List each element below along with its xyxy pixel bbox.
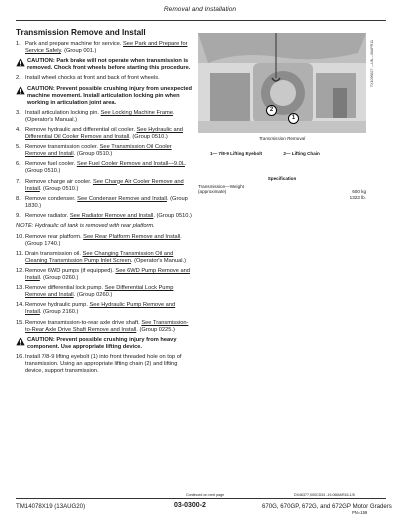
step-item — [16, 234, 192, 248]
step-item — [16, 196, 192, 210]
step-text — [25, 251, 192, 265]
warning-triangle-icon — [16, 86, 25, 95]
step-text-part: Remove transmission cooler. — [25, 144, 100, 151]
procedure-column — [16, 28, 192, 378]
caution-block — [16, 86, 192, 107]
callout-2: 2 — [266, 105, 277, 116]
step-item — [16, 144, 192, 158]
step-item — [16, 75, 192, 82]
step-text-part: Drain transmission oil. — [25, 250, 83, 257]
cross-reference-link[interactable]: See Transmission-to-Rear Axle Drive Shaft Remove and Install — [25, 319, 189, 333]
step-text — [25, 285, 192, 299]
step-text-part: Remove differential lock pump. — [25, 285, 105, 292]
step-text — [25, 179, 192, 193]
step-text — [25, 234, 192, 248]
step-number: 14. — [16, 302, 24, 309]
model-list: 670G, 670GP, 672G, and 672GP Motor Graders — [262, 503, 392, 510]
section-header: Removal and Installation — [163, 6, 237, 13]
spec-title: Specification — [267, 176, 297, 181]
transmission-photo-illustration — [198, 33, 366, 133]
manual-id: TM14078X19 (13AUG20) — [16, 503, 86, 510]
step-text-part: Remove charge air cooler. — [25, 178, 93, 185]
step-number: 1. — [16, 41, 21, 47]
cross-reference-link[interactable]: See 6WD Pump Remove and Install — [25, 268, 191, 281]
step-item — [16, 268, 192, 282]
step-number: 8. — [16, 195, 21, 202]
step-number: 13. — [16, 285, 24, 292]
header-rule — [16, 20, 386, 21]
step-number: 6. — [16, 161, 21, 168]
step-text — [25, 161, 192, 175]
page-number: 03-0300-2 — [174, 502, 206, 509]
caution-block — [16, 58, 192, 72]
cross-reference-link[interactable]: See Differential Lock Pump Remove and Install — [25, 285, 174, 299]
step-text-part: Remove transmission-to-rear axle drive shaft. — [25, 319, 142, 326]
step-text-part: . (Group 001.) — [60, 47, 97, 54]
figure-code: TX1098827 —UN—06APR11 — [370, 40, 374, 88]
step-text-part: . (Group 2160.) — [39, 309, 79, 316]
step-number: 16. — [16, 354, 24, 361]
reference-id: DX46377,000CD34 -19-06MAR16-1/5 — [294, 493, 355, 497]
caution-block — [16, 337, 192, 351]
step-text-part: . (Group 1740.) — [25, 233, 182, 247]
step-text-part: Remove hydraulic pump. — [25, 302, 90, 309]
step-text — [25, 302, 192, 316]
cross-reference-link[interactable]: See Condenser Remove and Install — [77, 195, 167, 202]
step-item — [16, 127, 192, 141]
footer-rule — [16, 498, 386, 499]
step-text — [25, 320, 192, 334]
callout-1: 1 — [288, 113, 299, 124]
step-item — [16, 41, 192, 55]
warning-triangle-icon — [16, 58, 25, 67]
figure-legend — [210, 151, 340, 156]
cross-reference-link[interactable]: See Hydraulic Pump Remove and Install — [25, 302, 176, 316]
step-text — [25, 127, 192, 141]
step-text — [25, 196, 192, 210]
continued-note: Continued on next page — [186, 493, 225, 497]
step-item — [16, 285, 192, 299]
step-text-part: . (Group 1830.) — [25, 195, 188, 209]
step-text-part: . (Group 0510.) — [73, 151, 113, 158]
step-text-part: Install 7/8-9 lifting eyebolt (1) into front threaded hole on top of transmission. Using an appropriate lifting chain (2) and lifting device, support transmission. — [25, 354, 182, 374]
step-text-part: Remove hydraulic and differential oil cooler. — [25, 127, 137, 134]
step-text-part: Install wheel chocks at front and back of front wheels. — [25, 75, 160, 82]
cross-reference-link[interactable]: See Locking Machine Frame — [100, 109, 173, 116]
step-item — [16, 213, 192, 220]
cross-reference-link[interactable]: See Rear Platform Remove and Install — [83, 233, 181, 240]
step-item — [16, 251, 192, 265]
cross-reference-link[interactable]: See Radiator Remove and Install — [69, 213, 154, 220]
step-number: 7. — [16, 178, 21, 185]
cross-reference-link[interactable]: See Changing Transmission Oil and Cleaning Transmission Pump Inlet Screen — [25, 250, 174, 264]
step-number: 3. — [16, 109, 21, 116]
cross-reference-link[interactable]: See Transmission Oil Cooler Remove and Install — [25, 144, 172, 158]
step-item — [16, 179, 192, 193]
step-text-part: Remove fuel cooler. — [25, 161, 77, 168]
caution-text: CAUTION: Prevent possible crushing injury from heavy component. Use appropriate lifting device. — [27, 336, 177, 350]
pn-number: PN=159 — [352, 510, 368, 515]
step-text-part: Park and prepare machine for service. — [25, 41, 123, 47]
spec-value-lb: 1323 lb. — [349, 194, 366, 200]
step-text — [25, 354, 192, 375]
step-item — [16, 302, 192, 316]
note-text: NOTE: Hydraulic oil tank is removed with rear platform. — [16, 223, 155, 230]
step-number: 2. — [16, 75, 21, 82]
step-text-part: . (Operator's Manual.) — [130, 257, 187, 264]
caution-text: CAUTION: Park brake will not operate when transmission is removed. Chock front wheels before starting this procedure. — [27, 58, 191, 72]
step-text — [25, 75, 192, 82]
step-item — [16, 110, 192, 124]
step-text-part: . (Operator's Manual.) — [25, 109, 175, 123]
step-number: 10. — [16, 233, 24, 240]
cross-reference-link[interactable]: See Park and Prepare for Service Safely — [25, 41, 188, 54]
step-number: 12. — [16, 268, 24, 275]
step-text-part: . (Group 0510.) — [25, 161, 187, 175]
step-text-part: . (Group 0260.) — [73, 292, 113, 299]
spec-label-1: Transmission—Weight — [198, 184, 244, 189]
step-text-part: . (Group 0260.) — [39, 274, 79, 281]
step-text-part: Remove 6WD pumps (if equipped). — [25, 268, 116, 275]
step-text-part: . (Group 0510.) — [129, 133, 168, 140]
step-text — [25, 41, 192, 55]
step-text — [25, 213, 192, 220]
step-number: 5. — [16, 144, 21, 151]
spec-label-2: (approximate) — [198, 189, 227, 195]
step-item — [16, 354, 192, 375]
cross-reference-link[interactable]: See Hydraulic and Differential Oil Cooler Remove and Install — [25, 127, 183, 140]
step-text — [25, 268, 192, 282]
legend-item-1: 1— 7/8-9 Lifting Eyebolt — [210, 151, 263, 156]
cross-reference-link[interactable]: See Fuel Cooler Remove and Install—9.0L — [76, 161, 185, 168]
procedure-content — [16, 41, 192, 375]
step-text-part: Remove condenser. — [25, 195, 78, 202]
step-number: 4. — [16, 127, 21, 134]
legend-item-2: 2— Lifting Chain — [283, 151, 320, 156]
step-text-part: . (Group 0510.) — [153, 213, 192, 220]
page-title: Transmission Remove and Install — [16, 28, 146, 37]
spec-value-kg: 600 kg — [352, 189, 366, 194]
step-text-part: . (Group 0510.) — [39, 185, 79, 192]
step-text-part: Remove radiator. — [25, 213, 70, 220]
step-number: 9. — [16, 213, 21, 220]
caution-text: CAUTION: Prevent possible crushing injury from unexpected machine movement. Install articulation locking pin when working in articulation joint area. — [27, 85, 192, 106]
step-text-part: . (Group 0225.) — [136, 326, 175, 333]
step-text-part: Remove rear platform. — [25, 233, 84, 240]
cross-reference-link[interactable]: See Charge Air Cooler Remove and Install — [25, 178, 184, 192]
spec-row — [198, 184, 366, 200]
step-number: 15. — [16, 319, 24, 326]
step-item — [16, 161, 192, 175]
step-text — [25, 144, 192, 158]
step-text-part: Install articulation locking pin. — [25, 109, 101, 116]
step-item — [16, 320, 192, 334]
warning-triangle-icon — [16, 337, 25, 346]
step-number: 11. — [16, 250, 24, 257]
step-text — [25, 110, 192, 124]
transmission-removal-photo — [198, 33, 366, 133]
figure-caption: Transmission Removal — [258, 136, 306, 141]
